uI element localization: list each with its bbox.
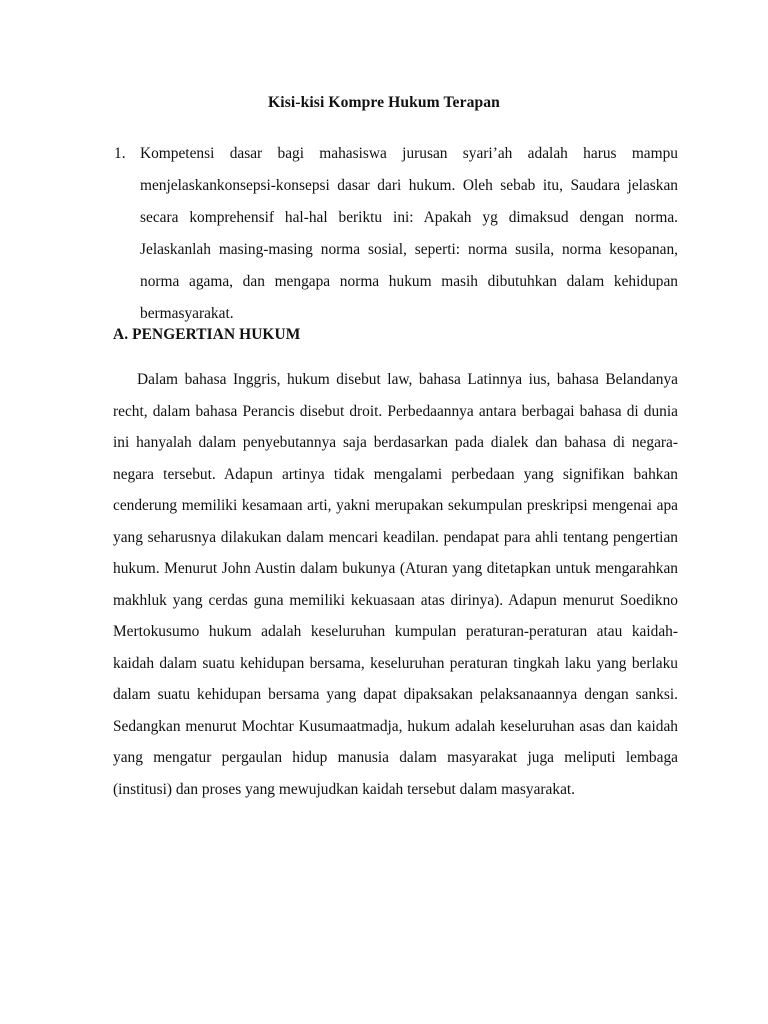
document-title: Kisi-kisi Kompre Hukum Terapan	[268, 94, 500, 111]
section-heading: A. PENGERTIAN HUKUM	[113, 326, 301, 343]
question-text: Kompetensi dasar bagi mahasiswa jurusan syari’ah adalah harus mampu menjelaskankonsepsi-konsepsi dasar dari hukum. Oleh sebab itu, Saudara jelaskan secara komprehensif hal-hal beriktu ini: Apakah yg dimaksud dengan norma. Jelaskanlah masing-masing norma sosial, seperti: norma susila, norma kesopanan, norma agama, dan mengapa norma hukum masih dibutuhkan dalam kehidupan bermasyarakat.	[140, 145, 678, 322]
question-number: 1.	[114, 145, 126, 162]
body-paragraph: Dalam bahasa Inggris, hukum disebut law, bahasa Latinnya ius, bahasa Belandanya recht, dalam bahasa Perancis disebut droit. Perbedaannya antara berbagai bahasa di dunia ini hanyalah dalam penyebutannya saja berdasarkan pada dialek dan bahasa di negara-negara tersebut. Adapun artinya tidak mengalami perbedaan yang signifikan bahkan cenderung memiliki kesamaan arti, yakni merupakan sekumpulan preskripsi mengenai apa yang seharusnya dilakukan dalam mencari keadilan. pendapat para ahli tentang pengertian hukum. Menurut John Austin dalam bukunya (Aturan yang ditetapkan untuk mengarahkan makhluk yang cerdas guna memiliki kekuasaan atas dirinya). Adapun menurut Soedikno Mertokusumo hukum adalah keseluruhan kumpulan peraturan-peraturan atau kaidah-kaidah dalam suatu kehidupan bersama, keseluruhan peraturan tingkah laku yang berlaku dalam suatu kehidupan bersama yang dapat dipaksakan pelaksanaannya dengan sanksi. Sedangkan menurut Mochtar Kusumaatmadja, hukum adalah keseluruhan asas dan kaidah yang mengatur pergaulan hidup manusia dalam masyarakat juga meliputi lembaga (institusi) dan proses yang mewujudkan kaidah tersebut dalam masyarakat.	[113, 371, 678, 798]
